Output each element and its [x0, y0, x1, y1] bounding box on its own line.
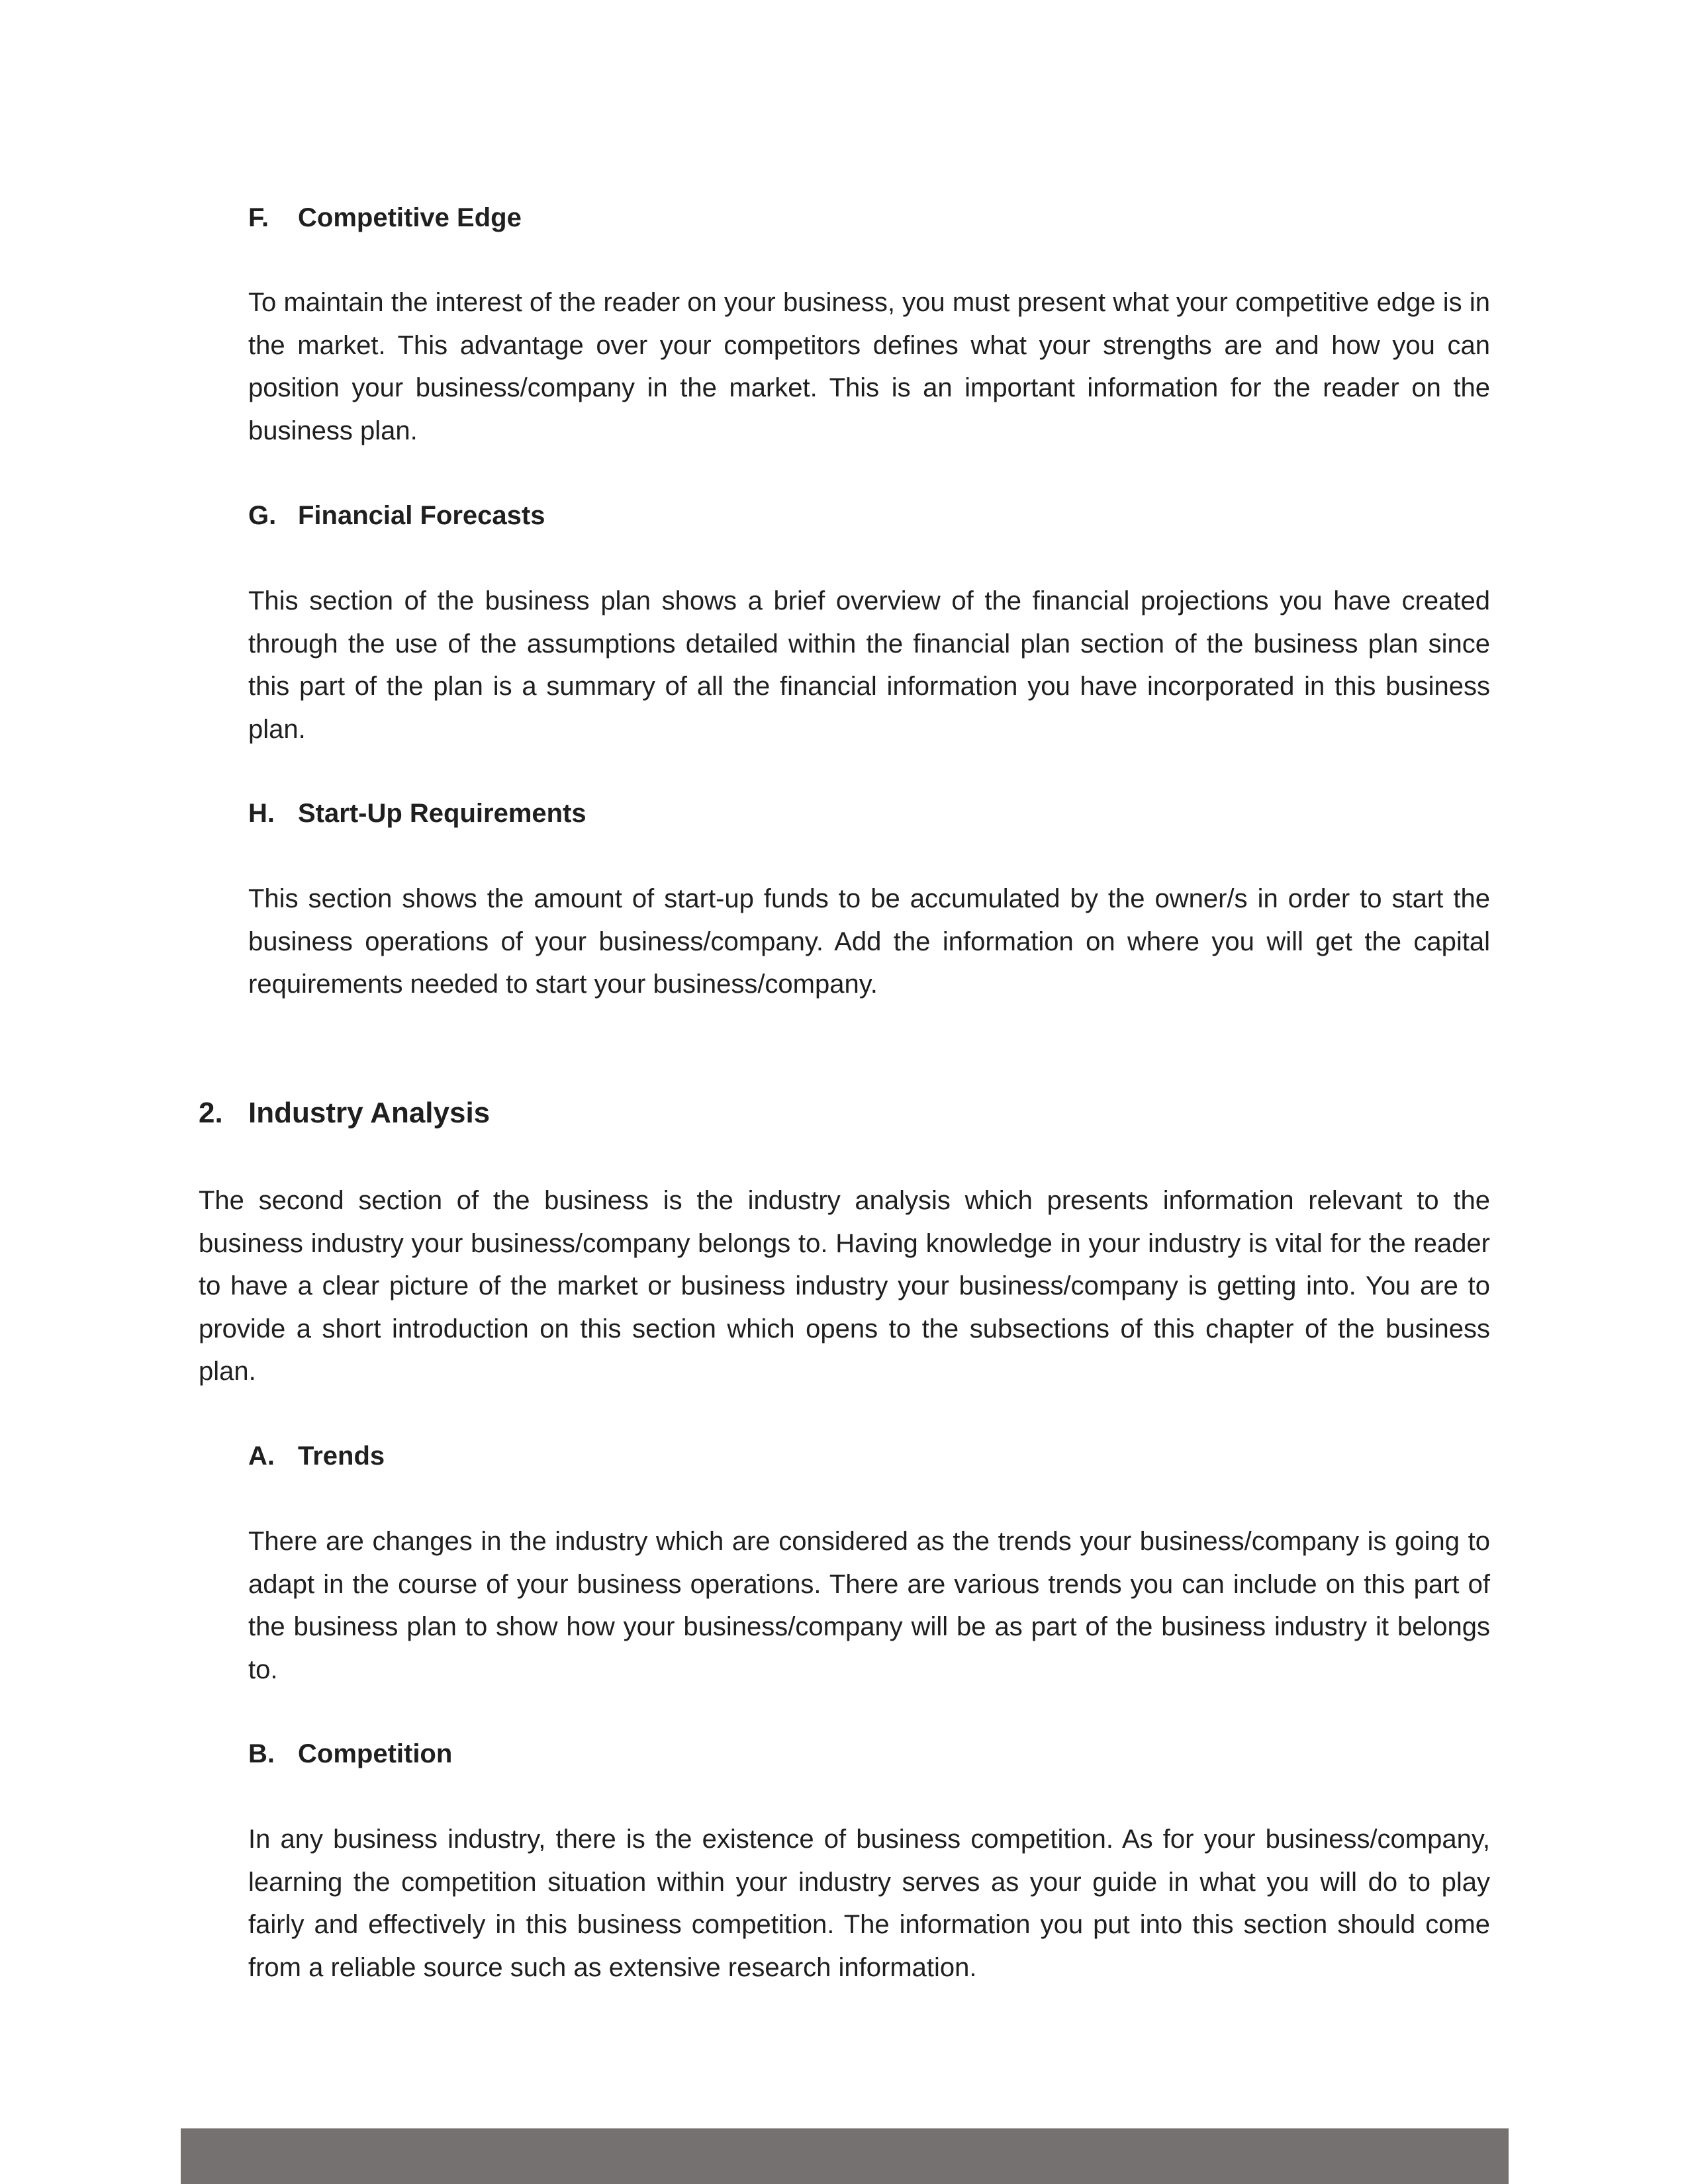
section-letter: A.	[248, 1441, 275, 1471]
chapter-heading	[199, 1092, 1490, 1134]
section-industry-analysis	[199, 1092, 1490, 1134]
chapter-title: Industry Analysis	[248, 1097, 491, 1129]
section-title: Competitive Edge	[298, 203, 522, 232]
section-startup-requirements-body	[248, 878, 1490, 1006]
section-financial-forecasts	[248, 494, 1490, 537]
section-competitive-edge	[248, 197, 1490, 239]
footer-bar	[181, 2128, 1509, 2184]
section-letter: G.	[248, 501, 277, 530]
section-paragraph: In any business industry, there is the existence of business competition. As for your business/company, learning the competition situation within your industry serves as your guide in what you will do to play fairly and effectively in this business competition. The information you put into this section should come from a reliable source such as extensive research information.	[248, 1825, 1490, 1982]
section-trends	[248, 1435, 1490, 1477]
chapter-number: 2.	[199, 1097, 223, 1129]
section-heading	[248, 1435, 1490, 1477]
section-title: Financial Forecasts	[298, 501, 545, 530]
section-title: Competition	[298, 1739, 453, 1768]
section-financial-forecasts-body	[248, 580, 1490, 751]
section-paragraph: There are changes in the industry which are considered as the trends your business/company is going to adapt in the course of your business operations. There are various trends you can include on this part of the business plan to show how your business/company will be as part of the business industry it belongs to.	[248, 1527, 1490, 1684]
section-competition	[248, 1733, 1490, 1775]
section-competition-body	[248, 1818, 1490, 1989]
section-heading	[248, 1733, 1490, 1775]
section-letter: F.	[248, 203, 269, 232]
section-letter: B.	[248, 1739, 275, 1768]
section-paragraph: To maintain the interest of the reader on your business, you must present what your competitive edge is in the market. This advantage over your competitors defines what your strengths are and how you can position your business/company in the market. This is an important information for the reader on the business plan.	[248, 288, 1490, 445]
section-startup-requirements	[248, 792, 1490, 835]
section-heading	[248, 494, 1490, 537]
section-letter: H.	[248, 799, 275, 828]
section-title: Start-Up Requirements	[298, 799, 586, 828]
section-heading	[248, 792, 1490, 835]
chapter-paragraph: The second section of the business is the industry analysis which presents information relevant to the business industry your business/company belongs to. Having knowledge in your industry is vital for the reader to have a clear picture of the market or business industry your business/company is getting into. You are to provide a short introduction on this section which opens to the subsections of this chapter of the business plan.	[199, 1186, 1490, 1386]
section-trends-body	[248, 1520, 1490, 1691]
section-heading	[248, 197, 1490, 239]
section-paragraph: This section shows the amount of start-up funds to be accumulated by the owner/s in order to start the business operations of your business/company. Add the information on where you will get the capital requirements needed to start your business/company.	[248, 884, 1490, 999]
section-paragraph: This section of the business plan shows a brief overview of the financial projections you have created through the use of the assumptions detailed within the financial plan section of the business plan since this part of the plan is a summary of all the financial information you have incorporated in this business plan.	[248, 586, 1490, 744]
section-competitive-edge-body	[248, 281, 1490, 452]
section-industry-analysis-body	[199, 1179, 1490, 1393]
section-title: Trends	[298, 1441, 385, 1471]
